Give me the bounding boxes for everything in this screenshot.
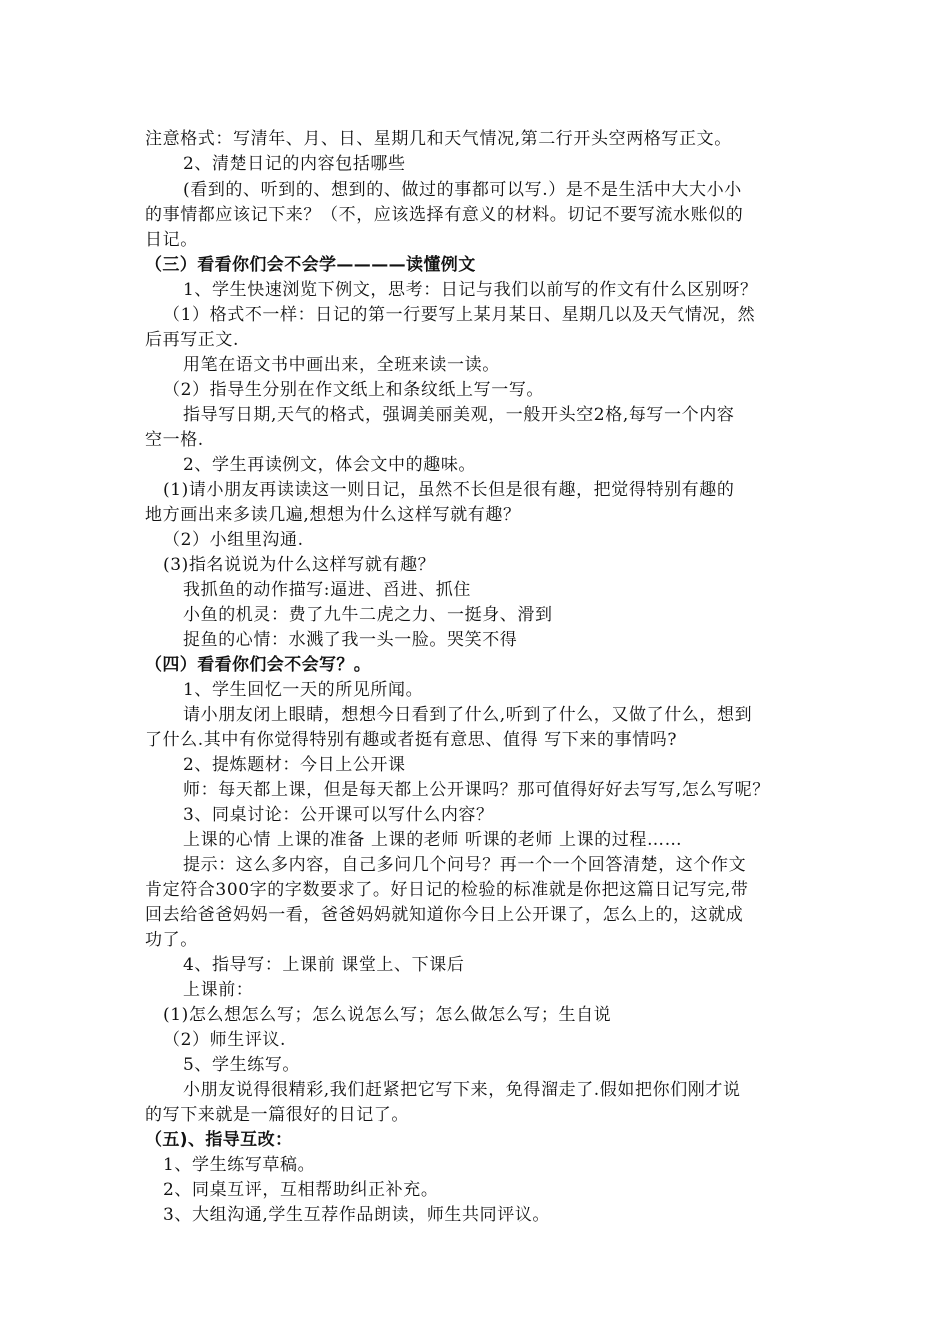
text-line: （1）格式不一样：日记的第一行要写上某月某日、星期几以及天气情况，然 (163, 305, 756, 325)
text-line: 肯定符合300字的字数要求了。好日记的检验的标准就是你把这篇日记写完,带 (145, 880, 749, 900)
text-line: 了什么.其中有你觉得特别有趣或者挺有意思、值得 写下来的事情吗? (145, 730, 678, 750)
text-line: 回去给爸爸妈妈一看，爸爸妈妈就知道你今日上公开课了，怎么上的，这就成 (145, 905, 744, 925)
text-line: (1)请小朋友再读读这一则日记，虽然不长但是很有趣，把觉得特别有趣的 (163, 480, 735, 500)
text-line: 的事情都应该记下来？（不，应该选择有意义的材料。切记不要写流水账似的 (145, 205, 744, 225)
text-line: 我抓鱼的动作描写:逼进、舀进、抓住 (183, 580, 471, 600)
text-line: 日记。 (145, 230, 198, 250)
text-line: 用笔在语文书中画出来，全班来读一读。 (183, 355, 500, 375)
section-heading: （四）看看你们会不会写？。 (145, 655, 372, 675)
text-line: 上课前： (183, 980, 254, 1000)
text-line: （2）小组里沟通. (163, 530, 304, 550)
text-line: 3、大组沟通,学生互荐作品朗读，师生共同评议。 (163, 1205, 551, 1225)
text-line: 注意格式：写清年、月、日、星期几和天气情况,第二行开头空两格写正文。 (145, 129, 732, 149)
text-line: 小朋友说得很精彩,我们赶紧把它写下来，免得溜走了.假如把你们刚才说 (183, 1080, 741, 1100)
text-line: 上课的心情 上课的准备 上课的老师 听课的老师 上课的过程…… (183, 830, 683, 850)
section-heading: （五)、指导互改： (145, 1130, 293, 1150)
text-line: 5、学生练写。 (183, 1055, 301, 1075)
text-line: 1、学生练写草稿。 (163, 1155, 316, 1175)
text-line: （2）师生评议. (163, 1030, 287, 1050)
text-line: 提示：这么多内容，自己多问几个问号？再一个一个回答清楚，这个作文 (183, 855, 747, 875)
text-line: (1)怎么想怎么写；怎么说怎么写；怎么做怎么写；生自说 (163, 1005, 612, 1025)
text-line: 小鱼的机灵：费了九牛二虎之力、一挺身、滑到 (183, 605, 553, 625)
section-heading: （三）看看你们会不会学————读懂例文 (145, 255, 476, 275)
text-line: 3、同桌讨论：公开课可以写什么内容？ (183, 805, 494, 825)
text-line: 2、提炼题材：今日上公开课 (183, 755, 406, 775)
text-line: 指导写日期,天气的格式，强调美丽美观，一般开头空2格,每写一个内容 (183, 405, 735, 425)
text-line: 师：每天都上课，但是每天都上公开课吗？那可值得好好去写写,怎么写呢？ (183, 780, 770, 800)
text-line: 4、指导写：上课前 课堂上、下课后 (183, 955, 465, 975)
text-line: （2）指导生分别在作文纸上和条纹纸上写一写。 (163, 380, 545, 400)
text-line: 请小朋友闭上眼睛，想想今日看到了什么,听到了什么，又做了什么，想到 (183, 705, 753, 725)
text-line: 地方画出来多读几遍,想想为什么这样写就有趣？ (145, 505, 521, 525)
text-line: 捉鱼的心情：水溅了我一头一脸。哭笑不得 (183, 630, 518, 650)
text-line: 后再写正文. (145, 330, 240, 350)
text-line: 2、学生再读例文，体会文中的趣味。 (183, 455, 477, 475)
text-line: 1、学生快速浏览下例文，思考：日记与我们以前写的作文有什么区别呀？ (183, 280, 758, 300)
text-line: 功了。 (145, 930, 198, 950)
text-line: (看到的、听到的、想到的、做过的事都可以写.）是不是生活中大大小小 (183, 180, 742, 200)
text-line: 空一格. (145, 430, 204, 450)
text-line: 2、清楚日记的内容包括哪些 (183, 154, 406, 174)
text-line: 2、同桌互评，互相帮助纠正补充。 (163, 1180, 439, 1200)
text-line: 的写下来就是一篇很好的日记了。 (145, 1105, 409, 1125)
text-line: (3)指名说说为什么这样写就有趣？ (163, 555, 436, 575)
text-line: 1、学生回忆一天的所见所闻。 (183, 680, 424, 700)
